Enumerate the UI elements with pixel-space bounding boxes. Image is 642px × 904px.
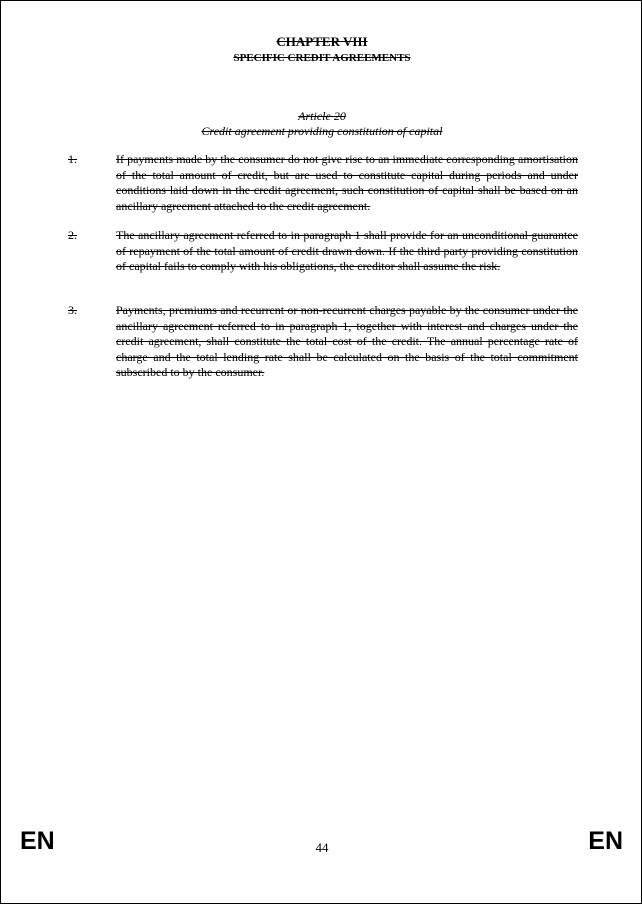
paragraph-text: The ancillary agreement referred to in paragraph 1 shall provide for an unconditional guarantee of repayment of the total amount of credit drawn down. If the third party providing constitution of capital fails to comply with his obligations, the creditor shall assume the risk. <box>116 228 578 274</box>
paragraph-text: If payments made by the consumer do not give rise to an immediate corresponding amortisation of the total amount of credit, but are used to constitute capital during periods and under conditions laid down in the credit agreement, such constitution of capital shall be based on an ancillary agreement attached to the credit agreement. <box>116 152 578 213</box>
paragraph-number: 3. <box>68 303 77 317</box>
paragraph-3 <box>68 303 578 381</box>
language-code-left: EN <box>20 827 55 855</box>
article-number: Article 20 <box>298 109 346 123</box>
paragraph-number: 1. <box>68 152 77 166</box>
page-number: 44 <box>315 840 329 855</box>
paragraph-number: 2. <box>68 228 77 242</box>
chapter-subtitle: SPECIFIC CREDIT AGREEMENTS <box>233 52 411 64</box>
language-code-right: EN <box>588 827 623 855</box>
chapter-title: CHAPTER VIII <box>276 34 368 49</box>
article-title: Credit agreement providing constitution of capital <box>201 124 443 138</box>
paragraph-2 <box>68 228 578 275</box>
paragraph-text: Payments, premiums and recurrent or non-recurrent charges payable by the consumer under the ancillary agreement referred to in paragraph 1, together with interest and charges under the credit agreement, shall constitute the total cost of the credit. The annual percentage rate of charge and the total lending rate shall be calculated on the basis of the total commitment subscribed to by the consumer. <box>116 303 578 380</box>
paragraph-1 <box>68 152 578 214</box>
